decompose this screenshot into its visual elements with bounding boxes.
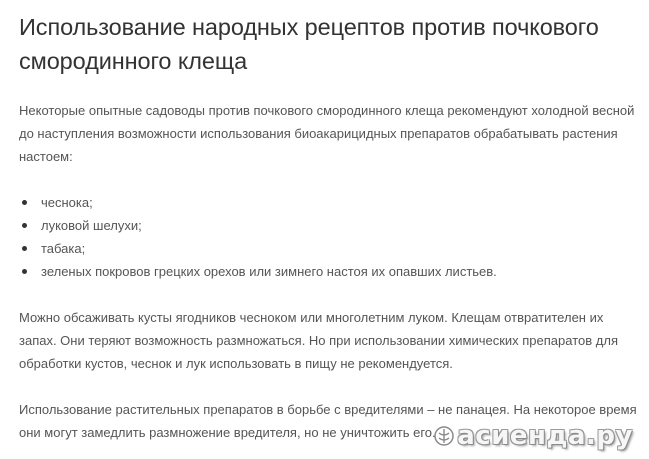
bullet-icon — [22, 246, 27, 251]
list-item-text: чеснока; — [41, 195, 93, 210]
list-item — [19, 237, 639, 260]
bullet-icon — [22, 223, 27, 228]
list-item — [19, 214, 639, 237]
hacienda-logo-icon — [433, 425, 455, 447]
article-title: Использование народных рецептов против почкового смородинного клеща — [19, 14, 599, 74]
conclusion-paragraph: Использование растительных препаратов в борьбе с вредителями – не панацея. На некоторое время они могут замедлить размножение вредителя, но не уничтожить его. — [19, 402, 637, 440]
watermark — [433, 421, 633, 451]
article — [19, 10, 639, 444]
intro-paragraph: Некоторые опытные садоводы против почкового смородинного клеща рекомендуют холодной весной до наступления возможности использования биоакарицидных препаратов обрабатывать растения настоем: — [19, 103, 635, 164]
list-item — [19, 191, 639, 214]
remedy-list — [19, 191, 639, 283]
companion-planting-paragraph: Можно обсаживать кусты ягодников чесноком или многолетним луком. Клещам отвратителен их запах. Они теряют возможность размножаться. Но при использовании химических препаратов для обработки кустов, чеснок и лук использовать в пищу не рекомендуется. — [19, 310, 618, 371]
list-item-text: зеленых покровов грецких орехов или зимнего настоя их опавших листьев. — [41, 264, 497, 279]
list-item-text: табака; — [41, 241, 86, 256]
bullet-icon — [22, 200, 27, 205]
list-item — [19, 260, 639, 283]
watermark-text: асиенда.ру — [457, 421, 633, 451]
list-item-text: луковой шелухи; — [41, 218, 142, 233]
bullet-icon — [22, 269, 27, 274]
